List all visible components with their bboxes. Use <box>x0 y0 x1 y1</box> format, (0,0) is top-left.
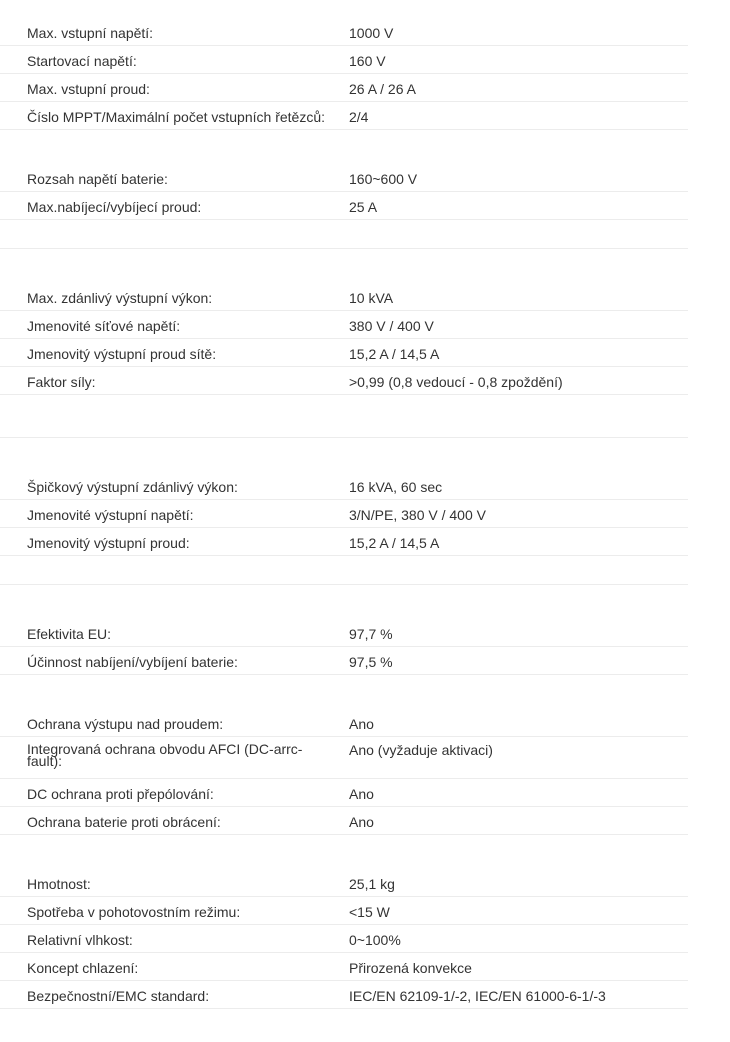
spec-value: 15,2 A / 14,5 A <box>349 346 440 362</box>
spec-row <box>0 779 688 807</box>
spec-row <box>0 647 688 675</box>
spec-label: Ochrana výstupu nad proudem: <box>27 716 224 732</box>
spec-label: Špičkový výstupní zdánlivý výkon: <box>27 479 238 495</box>
spec-value: 160~600 V <box>349 171 418 187</box>
spec-label: Startovací napětí: <box>27 53 137 69</box>
spec-value: 25 A <box>349 199 378 215</box>
group-spacer <box>0 585 688 619</box>
spec-value: 97,7 % <box>349 626 393 642</box>
spec-row <box>0 283 688 311</box>
spec-label: Rozsah napětí baterie: <box>27 171 168 187</box>
spec-value: 160 V <box>349 53 386 69</box>
spec-row <box>0 709 688 737</box>
spec-row <box>0 164 688 192</box>
spec-value: 16 kVA, 60 sec <box>349 479 443 495</box>
group-spacer <box>0 395 688 438</box>
spec-label: Jmenovité výstupní napětí: <box>27 507 194 523</box>
spec-row <box>0 18 688 46</box>
spec-value: <15 W <box>349 904 390 920</box>
spec-row <box>0 500 688 528</box>
spec-label: Číslo MPPT/Maximální počet vstupních řetězců: <box>27 109 325 125</box>
spec-label: Ochrana baterie proti obrácení: <box>27 814 221 830</box>
spec-row <box>0 737 688 779</box>
spec-value: IEC/EN 62109-1/-2, IEC/EN 61000-6-1/-3 <box>349 988 606 1004</box>
spec-row <box>0 339 688 367</box>
spec-value: 2/4 <box>349 109 369 125</box>
spec-row <box>0 367 688 395</box>
spec-row <box>0 619 688 647</box>
group-spacer <box>0 249 688 283</box>
spec-value: 97,5 % <box>349 654 393 670</box>
spec-value: Přirozená konvekce <box>349 960 472 976</box>
group-spacer <box>0 438 688 472</box>
spec-label: Jmenovité síťové napětí: <box>27 318 181 334</box>
spec-value: Ano (vyžaduje aktivaci) <box>349 742 493 758</box>
spec-label: Jmenovitý výstupní proud sítě: <box>27 346 217 362</box>
spec-label: DC ochrana proti přepólování: <box>27 786 214 802</box>
spec-label: Integrovaná ochrana obvodu AFCI (DC-arrc-fault): <box>27 741 303 769</box>
group-spacer <box>0 835 688 869</box>
spec-row <box>0 869 688 897</box>
spec-label: Spotřeba v pohotovostním režimu: <box>27 904 241 920</box>
spec-value: >0,99 (0,8 vedoucí - 0,8 zpoždění) <box>349 374 563 390</box>
group-spacer <box>0 130 688 164</box>
group-spacer <box>0 675 688 709</box>
spec-value: 10 kVA <box>349 290 394 306</box>
spec-value: 1000 V <box>349 25 394 41</box>
spec-label: Hmotnost: <box>27 876 91 892</box>
spec-table <box>0 18 688 1009</box>
spec-label: Bezpečnostní/EMC standard: <box>27 988 210 1004</box>
spec-value: 15,2 A / 14,5 A <box>349 535 440 551</box>
spec-row <box>0 528 688 556</box>
spec-label: Max. zdánlivý výstupní výkon: <box>27 290 213 306</box>
spec-label: Max. vstupní proud: <box>27 81 150 97</box>
spec-label: Jmenovitý výstupní proud: <box>27 535 190 551</box>
spec-value: Ano <box>349 786 374 802</box>
spec-row <box>0 897 688 925</box>
spec-value: 0~100% <box>349 932 401 948</box>
spec-row <box>0 102 688 130</box>
spec-value: Ano <box>349 814 374 830</box>
spec-row <box>0 311 688 339</box>
group-spacer <box>0 556 688 585</box>
group-spacer <box>0 220 688 249</box>
spec-row <box>0 46 688 74</box>
spec-row <box>0 981 688 1009</box>
spec-label: Efektivita EU: <box>27 626 112 642</box>
spec-row <box>0 925 688 953</box>
spec-label: Faktor síly: <box>27 374 96 390</box>
spec-row <box>0 807 688 835</box>
spec-label: Účinnost nabíjení/vybíjení baterie: <box>27 654 238 670</box>
spec-row <box>0 472 688 500</box>
spec-row <box>0 192 688 220</box>
spec-value: 380 V / 400 V <box>349 318 434 334</box>
spec-label: Max. vstupní napětí: <box>27 25 154 41</box>
spec-label: Max.nabíjecí/vybíjecí proud: <box>27 199 202 215</box>
spec-value: 25,1 kg <box>349 876 395 892</box>
spec-row <box>0 74 688 102</box>
spec-label: Koncept chlazení: <box>27 960 139 976</box>
spec-value: 3/N/PE, 380 V / 400 V <box>349 507 486 523</box>
spec-label: Relativní vlhkost: <box>27 932 133 948</box>
spec-value: 26 A / 26 A <box>349 81 416 97</box>
spec-row <box>0 953 688 981</box>
spec-value: Ano <box>349 716 374 732</box>
